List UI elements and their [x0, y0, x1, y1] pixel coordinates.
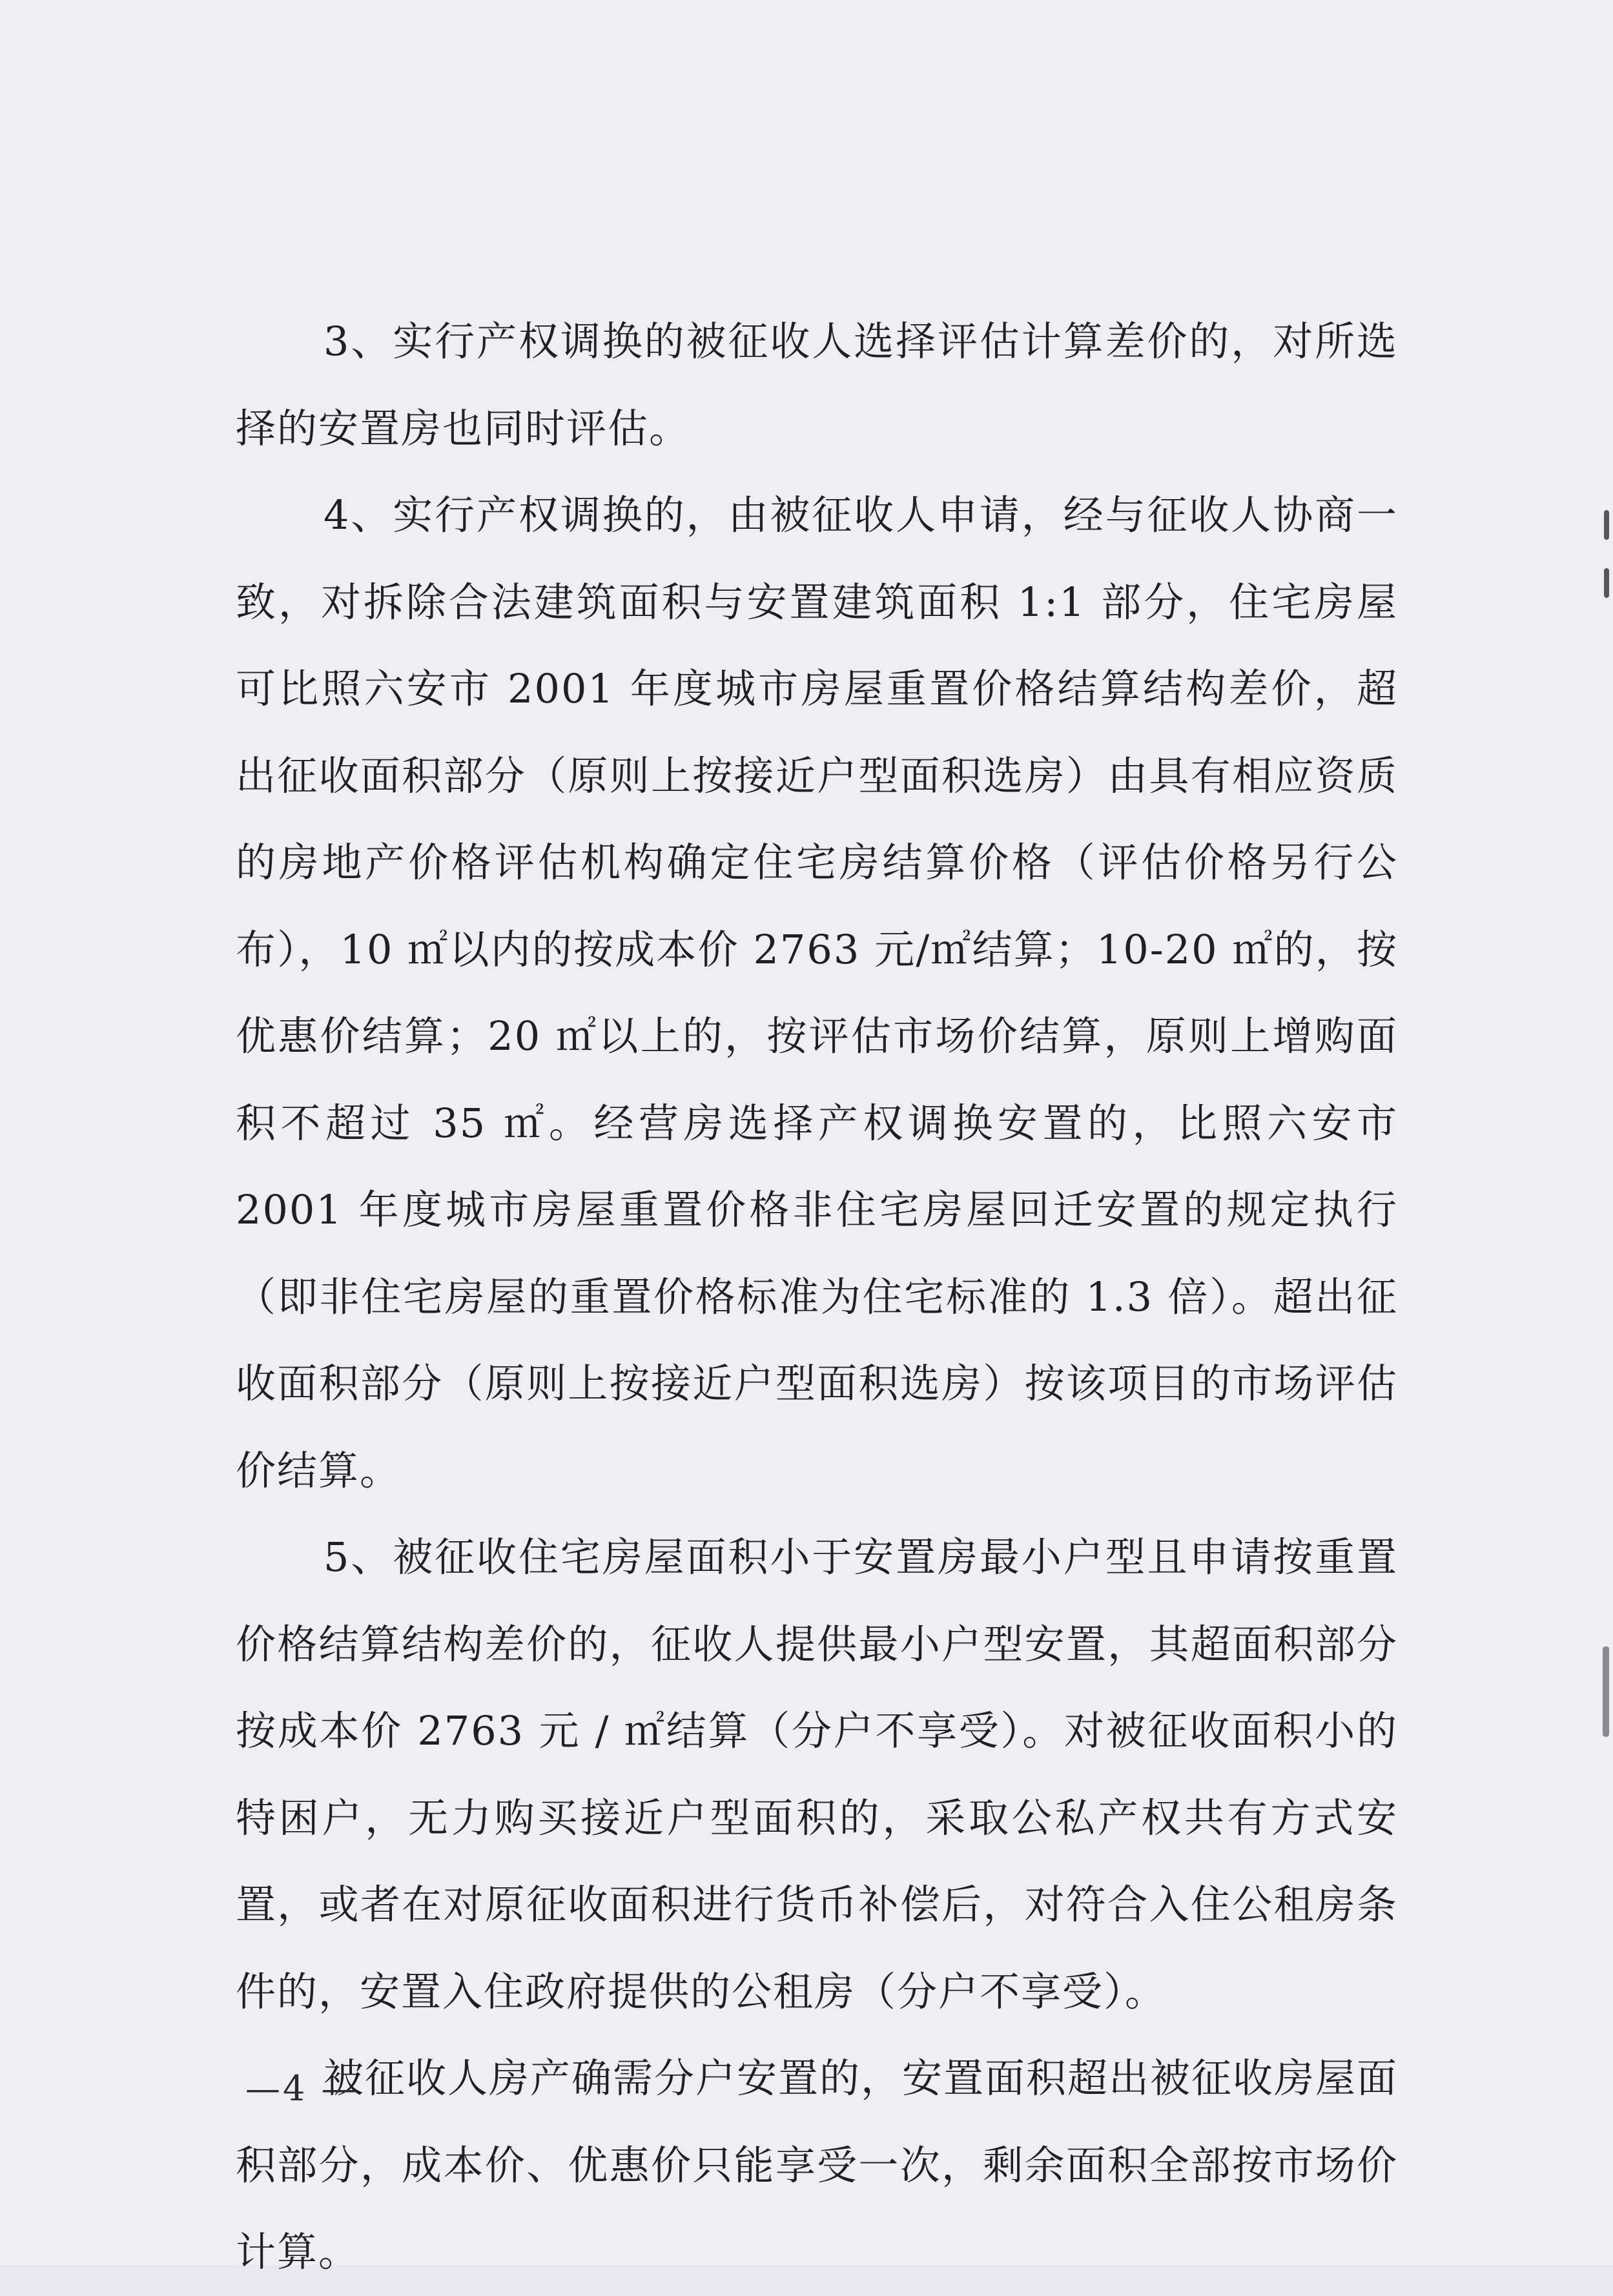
- paragraph-split-household: 被征收人房产确需分户安置的，安置面积超出被征收房屋面积部分，成本价、优惠价只能享受一次，剩余面积全部按市场价计算。: [236, 2055, 1399, 2275]
- paragraph-item-4: 4、实行产权调换的，由被征收人申请，经与征收人协商一致，对拆除合法建筑面积与安置建筑面积 1:1 部分，住宅房屋可比照六安市 2001 年度城市房屋重置价格结算结构差价，超出征收面积部分（原则上按接近户型面积选房）由具有相应资质的房地产价格评估机构确定住宅房结算价格（评估价格另行公布），10 ㎡以内的按成本价 2763 元/㎡结算；10-20 ㎡的，按优惠价结算；20 ㎡以上的，按评估市场价结算，原则上增购面积不超过 35 ㎡。经营房选择产权调换安置的，比照六安市 2001 年度城市房屋重置价格非住宅房屋回迁安置的规定执行（即非住宅房屋的重置价格标准为住宅标准的 1.3 倍）。超出征收面积部分（原则上按接近户型面积选房）按该项目的市场评估价结算。: [236, 491, 1398, 1494]
- staple-mark: [1604, 510, 1609, 540]
- staple-mark: [1603, 1646, 1609, 1737]
- document-body: [236, 298, 1398, 2296]
- paragraph-item-3: 3、实行产权调换的被征收人选择评估计算差价的，对所选择的安置房也同时评估。: [236, 318, 1398, 452]
- staple-mark: [1604, 568, 1609, 598]
- page-number: —4 —: [245, 2068, 359, 2109]
- paragraph-item-5: 5、被征收住宅房屋面积小于安置房最小户型且申请按重置价格结算结构差价的，征收人提供最小户型安置，其超面积部分按成本价 2763 元 / ㎡结算（分户不享受）。对被征收面积小的特困户，无力购买接近户型面积的，采取公私产权共有方式安置，或者在对原征收面积进行货币补偿后，对符合入住公租房条件的，安置入住政府提供的公租房（分户不享受）。: [236, 1533, 1398, 2015]
